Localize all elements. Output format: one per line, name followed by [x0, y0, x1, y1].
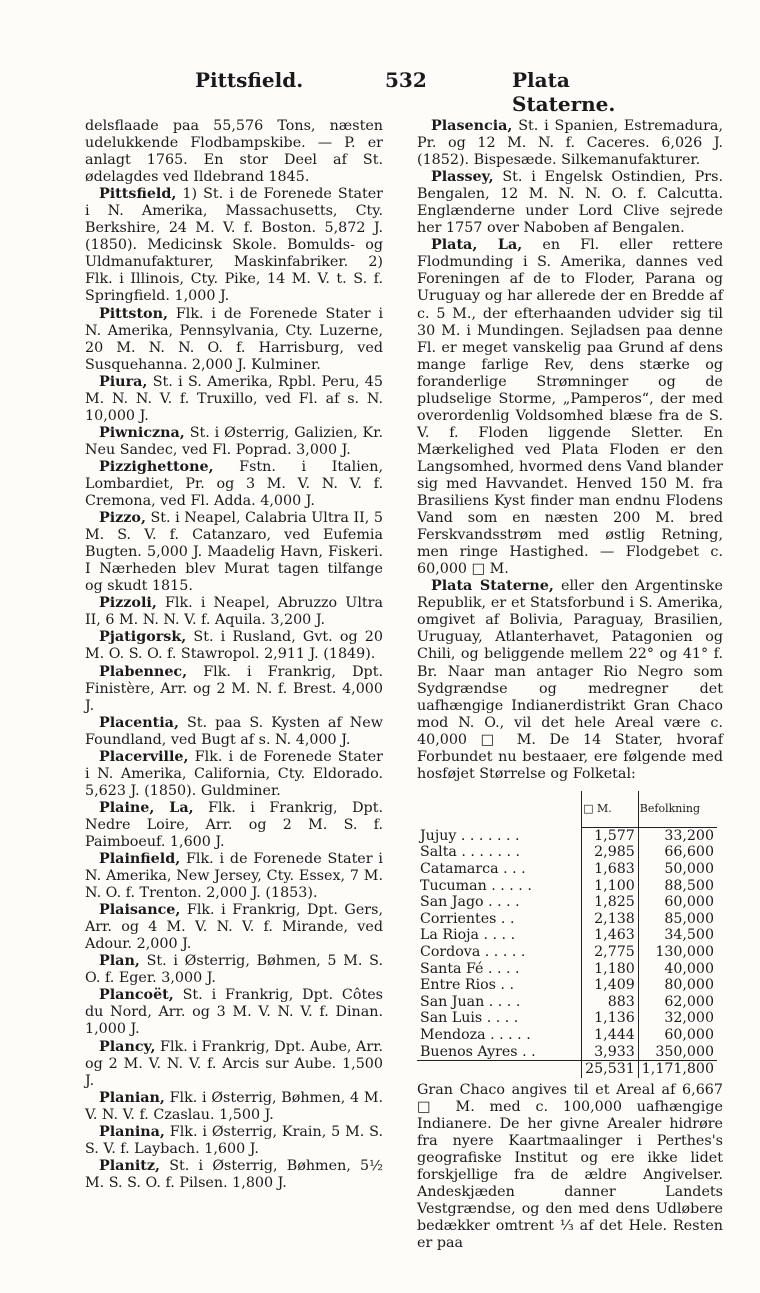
entry-text: St. i Rusland, Gvt. og 20 M. O. S. O. f. Stawropol. 2,911 J. (1849). [85, 629, 384, 663]
table-cell-area: 2,985 [582, 844, 639, 861]
table-total-row [417, 1061, 717, 1078]
table-cell-area: 1,180 [582, 961, 639, 978]
entry-headword: Placerville, [99, 748, 189, 765]
dictionary-entry [417, 169, 723, 237]
table-cell-area: 1,444 [582, 1027, 639, 1044]
table-row [417, 894, 717, 911]
right-column [417, 118, 723, 1252]
dictionary-entry [85, 1124, 383, 1158]
table-cell-state: Buenos Ayres . . [420, 1043, 536, 1060]
dictionary-entry [417, 237, 723, 578]
table-cell-area: 883 [582, 994, 639, 1011]
table-cell-population: 60,000 [638, 1027, 717, 1044]
table-row [417, 878, 717, 895]
entry-headword: Placentia, [99, 714, 179, 731]
dictionary-entry [85, 664, 383, 715]
entry-text: St. i Neapel, Calabria Ultra II, 5 M. S. V. f. Catanzaro, ved Eufemia Bugten. 5,000 J. Maadelig Havn, Fiskeri. I Nærheden blev Murat tagen tilfange og skudt 1815. [85, 510, 384, 595]
table-cell-area: 3,933 [582, 1044, 639, 1061]
entry-headword: Plan, [99, 953, 140, 970]
entry-text: Flk. i Østerrig, Bøhmen, 4 M. V. N. V. f. Czaslau. 1,500 J. [85, 1089, 384, 1123]
table-row [417, 977, 717, 994]
table-cell-state: Corrientes . . [420, 910, 515, 927]
table-cell-area: 1,100 [582, 878, 639, 895]
entry-headword: Plata, La, [431, 237, 523, 254]
right-entries [417, 118, 723, 783]
entry-headword: Plaisance, [99, 902, 181, 919]
table-cell-population: 85,000 [638, 911, 717, 928]
entry-headword: Planian, [99, 1089, 165, 1106]
table-cell-state: Entre Rios . . [420, 977, 514, 994]
entry-text: Fstn. i Italien, Lombardiet, Pr. og 3 M. V. N. V. f. Cremona, ved Fl. Adda. 4,000 J. [85, 458, 383, 510]
entry-headword: Plasencia, [431, 118, 513, 134]
entry-text: Flk. i Frankrig, Dpt. Aube, Arr. og 2 M. V. N. V. f. Arcis sur Aube. 1,500 J. [85, 1038, 383, 1089]
table-body [417, 827, 717, 1060]
table-header-name [417, 791, 582, 828]
dictionary-entry [85, 595, 383, 629]
dictionary-entry [85, 425, 383, 459]
entry-text: Flk. i Frankrig, Dpt. Gers, Arr. og 4 M. V. N. V. f. Mirande, ved Adour. 2,000 J. [85, 902, 383, 953]
table-row [417, 911, 717, 928]
states-table [417, 791, 717, 1078]
table-row [417, 1010, 717, 1027]
table-cell-population: 40,000 [638, 961, 717, 978]
dictionary-entry [85, 459, 383, 510]
entry-headword: Plancoët, [99, 987, 174, 1004]
table-cell-state: Tucuman . . . . . [420, 877, 532, 894]
dictionary-entry [85, 374, 383, 425]
dictionary-entry [417, 118, 723, 169]
entry-headword: Planitz, [99, 1157, 160, 1174]
table-cell-population: 60,000 [638, 894, 717, 911]
table-cell-population: 66,600 [638, 844, 717, 861]
table-header-row [417, 791, 717, 828]
entry-text: St. i Østerrig, Bøhmen, 5 M. S. O. f. Eger. 3,000 J. [85, 953, 384, 987]
dictionary-entry [85, 1039, 383, 1090]
entry-headword: Pizzighettone, [99, 458, 214, 475]
table-row [417, 994, 717, 1011]
table-row [417, 827, 717, 844]
entry-text: Flk. i de Forenede Stater i N. Amerika, New Jersey, Cty. Essex, 7 M. N. O. f. Trenton. 2,000 J. (1853). [85, 851, 383, 902]
entry-headword: Plassey, [431, 169, 494, 186]
table-header-population: Befolkning [638, 791, 717, 828]
entry-text: Flk. i Frankrig, Dpt. Finistère, Arr. og 2 M. N. f. Brest. 4,000 J. [85, 663, 383, 714]
table-row [417, 961, 717, 978]
dictionary-entry [85, 800, 383, 851]
dictionary-entry [85, 1090, 383, 1124]
dictionary-entry [85, 1158, 383, 1192]
table-row [417, 927, 717, 944]
dictionary-entry [85, 118, 383, 186]
table-total-label [417, 1061, 582, 1078]
entry-headword: Pizzoli, [99, 595, 157, 612]
table-row [417, 1044, 717, 1061]
table-cell-area: 1,825 [582, 894, 639, 911]
entry-text: Flk. i Frankrig, Dpt. Nedre Loire, Arr. og 2 M. S. f. Paimboeuf. 1,600 J. [85, 799, 383, 850]
table-total-area: 25,531 [582, 1061, 639, 1078]
dictionary-entry [85, 186, 383, 305]
entry-text: 1) St. i de Forenede Stater i N. Amerika, Massachusetts, Cty. Berkshire, 24 M. V. f. Boston. 5,872 J. (1850). Medicinsk Skole. Bomulds- og Uldmanufakturer, Maskinfabriker. 2) Flk. i Illinois, Cty. Pike, 14 M. V. t. S. f. Springfield. 1,000 J. [85, 186, 384, 305]
dictionary-entry [85, 953, 383, 987]
table-cell-state: Santa Fé . . . . [420, 960, 520, 977]
table-cell-population: 62,000 [638, 994, 717, 1011]
table-total-population: 1,171,800 [638, 1061, 717, 1078]
entry-text: en Fl. eller rettere Flodmunding i S. Amerika, dannes ved Foreningen af de to Floder, Parana og Uruguay og har allerede der en Bredde af c. 5 M., der efterhaanden udvider sig til 30 M. i Mundingen. Sejladsen paa denne Fl. er meget vanskelig paa Grund af dens mange farlige Rev, dens stærke og foranderlige Strømninger og de pludselige Storme, „Pamperos“, der med overordenlig Voldsomhed blæse fra de S. V. f. Floden liggende Sletter. En Mærkelighed ved Plata Floden er den Langsomhed, hvormed dens Vand blander sig med Havvandet. Henved 150 M. fra Brasiliens Kyst finder man endnu Flodens Vand som en næsten 200 M. bred Ferskvandsstrøm med østlig Retning, men ringe Hastighed. — Flodgebet c. 60,000 □ M. [417, 237, 723, 578]
table-cell-state: Catamarca . . . [420, 861, 526, 878]
entry-headword: Pizzo, [99, 510, 146, 527]
table-cell-state: Mendoza . . . . . [420, 1026, 531, 1043]
entry-text: Flk. i Østerrig, Krain, 5 M. S. S. V. f. Laybach. 1,600 J. [85, 1123, 383, 1157]
table-cell-state: Salta . . . . . . . [420, 844, 521, 861]
left-column [85, 118, 383, 1192]
table-cell-area: 1,136 [582, 1010, 639, 1027]
entry-text: eller den Argentinske Republik, er et Statsforbund i S. Amerika, omgivet af Bolivia, Paraguay, Brasilien, Uruguay, Atlanterhavet, Patagonien og Chili, og beliggende mellem 22° og 41° f. Br. Naar man antager Rio Negro som Sydgrændse og medregner det uafhængige Indianerdistrikt Gran Chaco mod N. O., vil det hele Areal være c. 40,000 □ M. De 14 Stater, hvoraf Forbundet nu bestaaer, ere følgende med hosføjet Størrelse og Folketal: [417, 578, 724, 782]
table-cell-area: 2,775 [582, 944, 639, 961]
table-cell-area: 1,683 [582, 861, 639, 878]
entry-text: Flk. i Neapel, Abruzzo Ultra II, 6 M. N. N. V. f. Aquila. 3,200 J. [85, 595, 384, 629]
page-header [85, 68, 645, 116]
table-cell-population: 80,000 [638, 977, 717, 994]
table-cell-population: 88,500 [638, 878, 717, 895]
dictionary-entry [85, 306, 383, 374]
table-cell-population: 34,500 [638, 927, 717, 944]
dictionary-entry [85, 851, 383, 902]
table-row [417, 861, 717, 878]
dictionary-entry [417, 578, 723, 783]
table-cell-area: 1,577 [582, 827, 639, 844]
entry-headword: Plaine, La, [99, 799, 194, 816]
dictionary-entry [85, 629, 383, 663]
closing-paragraph: Gran Chaco angives til et Areal af 6,667 □ M. med c. 100,000 uafhængige Indianere. De her givne Arealer hidrøre fra nyere Kaartmaalinger i Perthes's geografiske Institut og ere ikke lidet forskjellige fra de ældre Angivelser. Andeskjæden danner Landets Vestgrændse, og den med dens Udløbere bedækker omtrent ⅓ af det Hele. Resten er paa [417, 1081, 723, 1252]
table-cell-area: 1,463 [582, 927, 639, 944]
entry-text: St. i Østerrig, Galizien, Kr. Neu Sandec, ved Fl. Poprad. 3,000 J. [85, 424, 384, 458]
entry-headword: Piura, [99, 373, 148, 390]
table-row [417, 1027, 717, 1044]
table-cell-area: 2,138 [582, 911, 639, 928]
table-cell-population: 130,000 [638, 944, 717, 961]
entry-text: St. i Østerrig, Bøhmen, 5½ M. S. S. O. f. Pilsen. 1,800 J. [85, 1157, 384, 1191]
table-cell-population: 33,200 [638, 827, 717, 844]
table-row [417, 944, 717, 961]
table-row [417, 844, 717, 861]
dictionary-entry [85, 987, 383, 1038]
table-cell-area: 1,409 [582, 977, 639, 994]
table-cell-state: La Rioja . . . . [420, 927, 516, 944]
entry-text: St. paa S. Kysten af New Foundland, ved Bugt af s. N. 4,000 J. [85, 714, 384, 748]
entry-headword: Piwniczna, [99, 424, 185, 441]
entry-text: St. i Frankrig, Dpt. Côtes du Nord, Arr. og 3 M. V. N. V. f. Dinan. 1,000 J. [85, 987, 383, 1038]
dictionary-entry [85, 902, 383, 953]
table-cell-population: 50,000 [638, 861, 717, 878]
table-cell-state: San Juan . . . . [420, 993, 521, 1010]
table-cell-state: San Jago . . . . [420, 894, 520, 911]
running-head-left: Pittsfield. [195, 68, 304, 92]
table-cell-state: San Luis . . . . [420, 1010, 519, 1027]
table-cell-state: Jujuy . . . . . . . [420, 827, 520, 844]
dictionary-entry [85, 510, 383, 595]
entry-headword: Pjatigorsk, [99, 629, 187, 646]
entry-headword: Plancy, [99, 1038, 156, 1055]
running-head-right: Plata Staterne. [512, 68, 616, 116]
dictionary-entry [85, 715, 383, 749]
entry-headword: Pittsfield, [99, 186, 177, 203]
table-header-area: □ M. [582, 791, 639, 828]
entry-headword: Plainfield, [99, 851, 181, 868]
dictionary-entry [85, 749, 383, 800]
entry-text: Flk. i de Forenede Stater i N. Amerika, Pennsylvania, Cty. Luzerne, 20 M. N. N. O. f. Harrisburg, ved Susquehanna. 2,000 J. Kulminer. [85, 305, 384, 373]
entry-text: Flk. i de Forenede Stater i N. Amerika, California, Cty. Eldorado. 5,623 J. (1850). Guldminer. [85, 748, 383, 799]
entry-headword: Plata Staterne, [431, 578, 554, 595]
entry-headword: Plabennec, [99, 663, 188, 680]
entry-headword: Pittston, [99, 305, 168, 322]
entry-text: St. i S. Amerika, Rpbl. Peru, 45 M. N. N. V. f. Truxillo, ved Fl. af s. N. 10,000 J. [85, 373, 383, 424]
page-number: 532 [385, 68, 427, 92]
table-cell-population: 350,000 [638, 1044, 717, 1061]
entry-headword: Planina, [99, 1123, 165, 1140]
table-cell-population: 32,000 [638, 1010, 717, 1027]
entry-text: St. i Engelsk Ostindien, Prs. Bengalen, 12 M. N. N. O. f. Calcutta. Englænderne under Lord Clive sejrede her 1757 over Naboben af Bengalen. [417, 169, 723, 237]
entry-text: delsflaade paa 55,576 Tons, næsten udelukkende Flodbampskibe. — P. er anlagt 1765. En stor Deel af St. ødelagdes ved Ildebrand 1845. [85, 118, 383, 186]
table-cell-state: Cordova . . . . . [420, 943, 526, 960]
entry-text: St. i Spanien, Estremadura, Pr. og 12 M. N. f. Caceres. 6,026 J. (1852). Bispesæde. Silkemanufakturer. [417, 118, 723, 169]
